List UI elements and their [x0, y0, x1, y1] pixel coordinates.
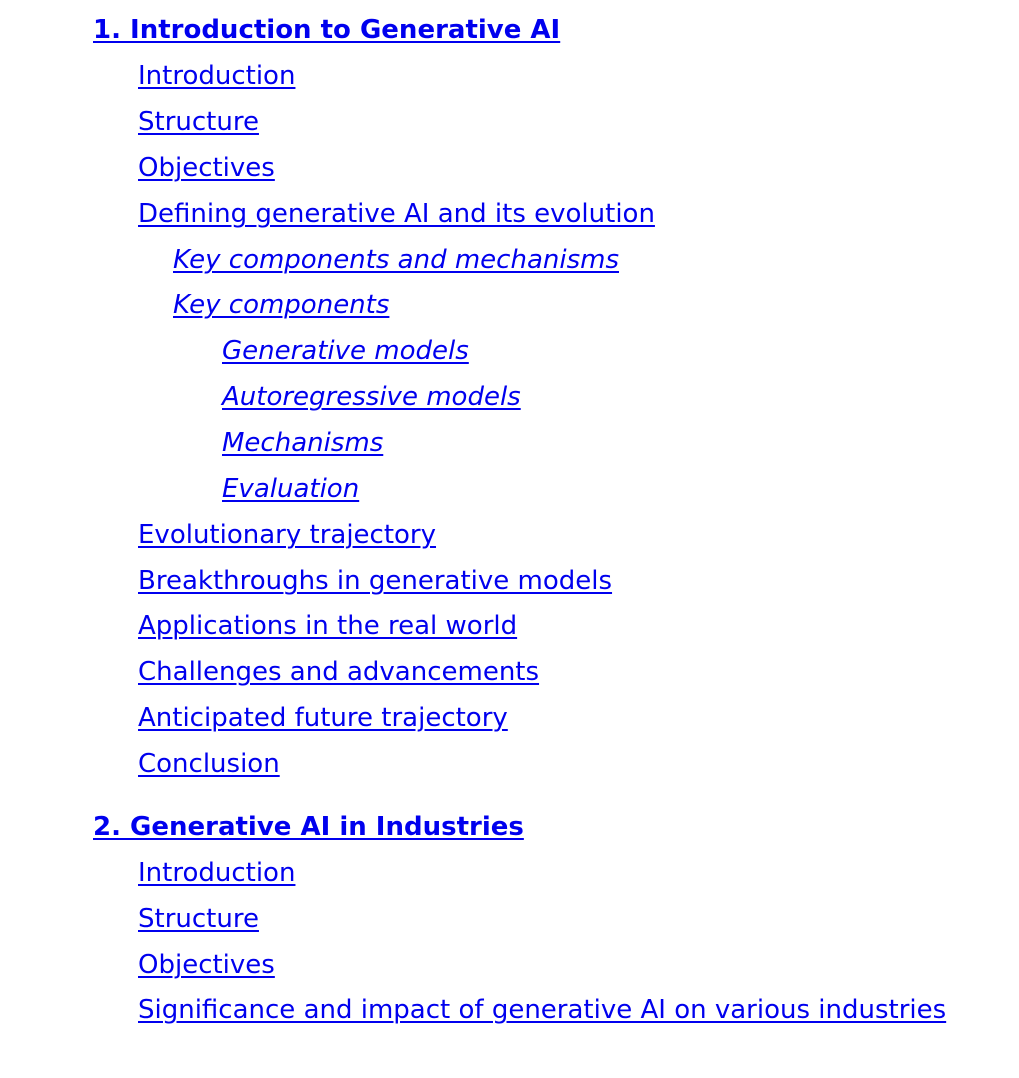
toc-link-mechanisms[interactable]: Mechanisms — [222, 428, 384, 458]
toc-link-objectives[interactable]: Objectives — [138, 153, 275, 183]
toc-link-structure-2[interactable]: Structure — [138, 904, 259, 934]
toc-link-autoregressive-models[interactable]: Autoregressive models — [222, 382, 521, 412]
toc-link-introduction[interactable]: Introduction — [138, 61, 296, 91]
toc-link-generative-models[interactable]: Generative models — [222, 336, 469, 366]
toc-link-objectives-2[interactable]: Objectives — [138, 950, 275, 980]
toc-link-key-components[interactable]: Key components — [173, 290, 390, 320]
chapter-1-link[interactable]: 1. Introduction to Generative AI — [93, 15, 561, 45]
toc-link-significance-impact[interactable]: Significance and impact of generative AI on various industries — [138, 995, 947, 1025]
toc-link-anticipated-future[interactable]: Anticipated future trajectory — [138, 703, 508, 733]
toc-link-applications[interactable]: Applications in the real world — [138, 611, 518, 641]
toc-link-breakthroughs[interactable]: Breakthroughs in generative models — [138, 566, 613, 596]
chapter-2-link[interactable]: 2. Generative AI in Industries — [93, 812, 524, 842]
toc-link-evolutionary-trajectory[interactable]: Evolutionary trajectory — [138, 520, 437, 550]
toc-link-evaluation[interactable]: Evaluation — [222, 474, 360, 504]
toc-link-introduction-2[interactable]: Introduction — [138, 858, 296, 888]
toc-link-structure[interactable]: Structure — [138, 107, 259, 137]
toc-link-key-components-and-mechanisms[interactable]: Key components and mechanisms — [173, 245, 619, 275]
toc-link-challenges[interactable]: Challenges and advancements — [138, 657, 540, 687]
toc-link-conclusion[interactable]: Conclusion — [138, 749, 280, 779]
toc-link-defining-generative-ai[interactable]: Defining generative AI and its evolution — [138, 199, 655, 229]
